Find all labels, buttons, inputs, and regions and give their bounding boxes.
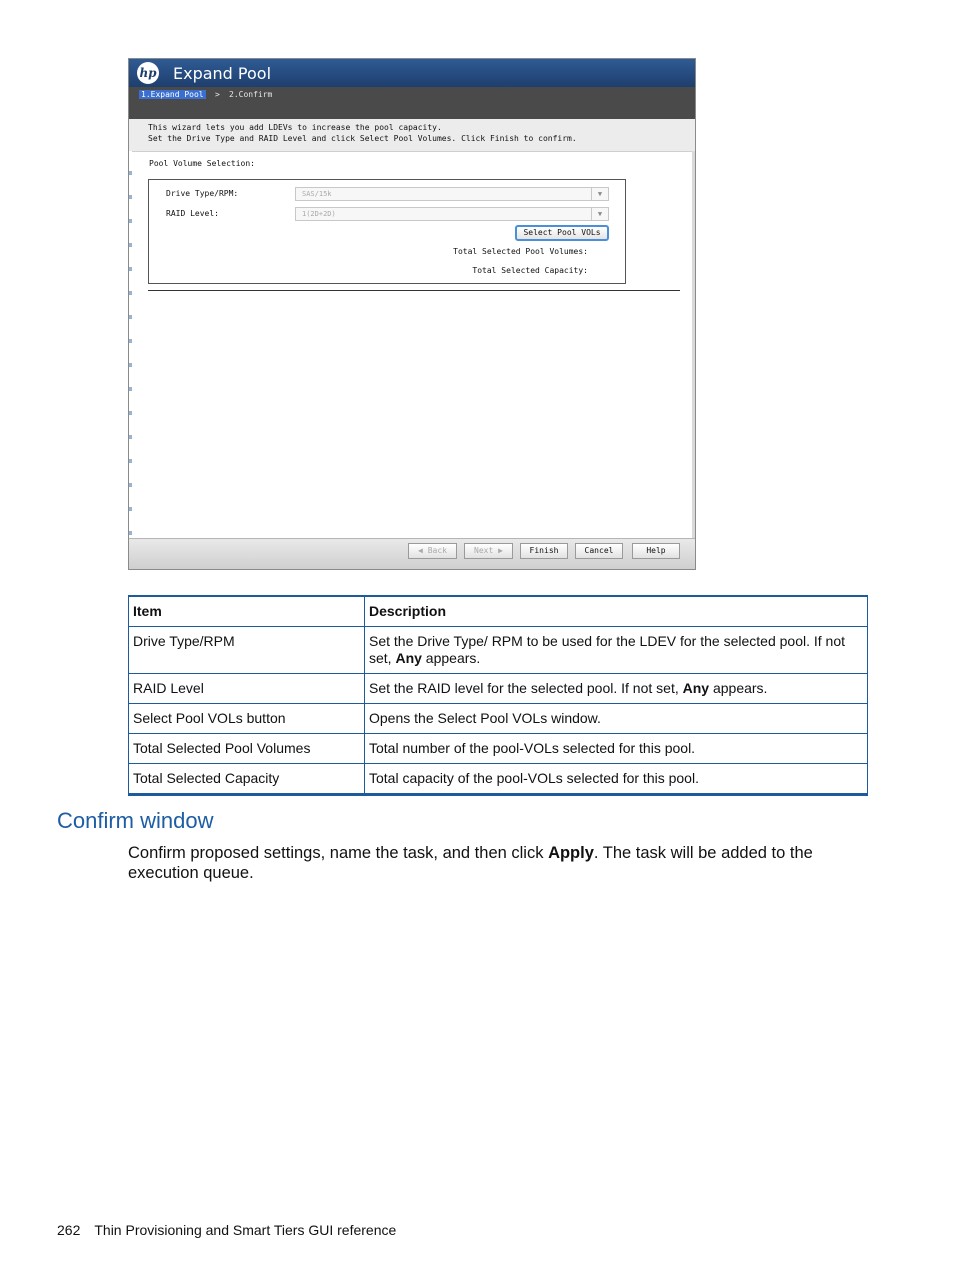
description-cell [365,704,868,734]
footer-title: Thin Provisioning and Smart Tiers GUI reference [94,1222,397,1238]
description-text: Set the Drive Type/ RPM to be used for the LDEV for the selected pool. If not set, [369,633,845,666]
select-pool-vols-button[interactable]: Select Pool VOLs [515,225,609,241]
step-separator: > [215,90,220,99]
cancel-button[interactable]: Cancel [575,543,623,559]
chevron-right-icon: ▶ [493,546,503,555]
next-button[interactable] [464,543,513,559]
section-paragraph [128,843,868,883]
drive-type-select[interactable] [295,187,609,201]
chevron-down-icon[interactable]: ▼ [591,208,608,220]
table-row [129,734,868,764]
help-button[interactable]: Help [632,543,680,559]
apply-keyword: Apply [548,844,594,862]
table-row [129,704,868,734]
finish-button[interactable]: Finish [520,543,568,559]
hp-logo-icon: hp [137,62,159,84]
total-selected-capacity-label: Total Selected Capacity: [472,266,588,275]
back-button[interactable] [408,543,457,559]
table-row [129,674,868,704]
raid-level-label: RAID Level: [166,209,219,218]
wizard-steps [129,87,695,119]
total-selected-pool-volumes-label: Total Selected Pool Volumes: [453,247,588,256]
right-edge-decoration [692,151,695,541]
page-number: 262 [57,1222,81,1238]
description-cell [365,627,868,674]
item-cell: Drive Type/RPM [129,627,365,674]
paragraph-text: Confirm proposed settings, name the task, and then click [128,844,549,862]
raid-level-select[interactable] [295,207,609,221]
divider [148,290,680,291]
item-cell: RAID Level [129,674,365,704]
page-footer [57,1222,396,1238]
description-text: appears. [421,650,481,666]
item-cell: Total Selected Capacity [129,764,365,795]
description-bold: Any [682,680,710,696]
paragraph-text: . The task will be added to the execution queue. [128,844,813,882]
item-cell: Select Pool VOLs button [129,704,365,734]
description-bold: Any [395,650,422,666]
back-button-label: Back [427,546,447,555]
description-cell [365,734,868,764]
step-confirm[interactable]: 2.Confirm [229,90,273,99]
table-header-row [129,596,868,627]
instruction-line-2: Set the Drive Type and RAID Level and click Select Pool Volumes. Click Finish to confirm. [148,134,577,143]
drive-type-value: SAS/15k [302,190,332,198]
description-column-header: Description [365,596,868,627]
item-description-table [128,595,868,796]
item-cell: Total Selected Pool Volumes [129,734,365,764]
wizard-instructions [129,119,695,152]
description-cell [365,674,868,704]
description-cell [365,764,868,795]
step-expand-pool[interactable]: 1.Expand Pool [141,90,204,99]
pool-volume-selection-label: Pool Volume Selection: [149,159,255,168]
description-text: appears. [709,680,768,696]
dialog-title: Expand Pool [173,64,272,83]
dialog-footer [129,538,695,569]
drive-type-label: Drive Type/RPM: [166,189,239,198]
next-button-label: Next [474,546,494,555]
description-text: Total capacity of the pool-VOLs selected for this pool. [369,770,699,786]
item-column-header: Item [129,596,365,627]
chevron-left-icon: ◀ [418,546,428,555]
left-edge-decoration [129,151,132,541]
table-row [129,627,868,674]
table-row [129,764,868,795]
expand-pool-dialog [128,58,696,570]
section-heading: Confirm window [57,808,214,833]
pool-volume-selection-group [148,179,626,284]
description-text: Opens the Select Pool VOLs window. [369,710,601,726]
chevron-down-icon[interactable]: ▼ [591,188,608,200]
dialog-titlebar [129,59,695,87]
instruction-line-1: This wizard lets you add LDEVs to increase the pool capacity. [148,123,442,132]
raid-level-value: 1(2D+2D) [302,210,336,218]
description-text: Set the RAID level for the selected pool. If not set, [369,680,683,696]
description-text: Total number of the pool-VOLs selected for this pool. [369,740,696,756]
